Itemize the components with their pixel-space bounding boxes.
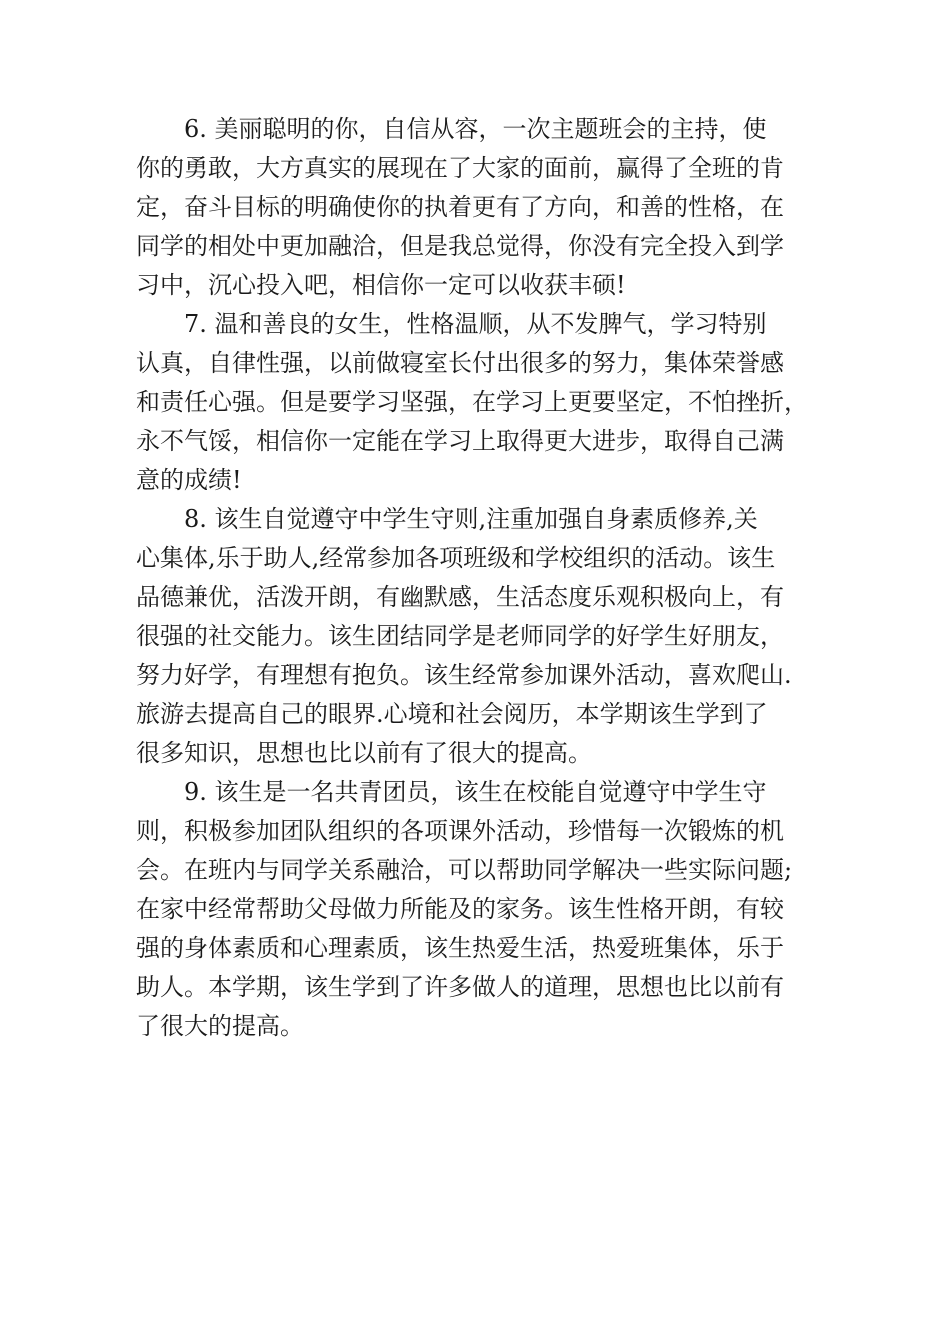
- text-line: 在家中经常帮助父母做力所能及的家务。该生性格开朗，有较: [136, 895, 784, 923]
- text-line: 意的成绩!: [136, 466, 242, 494]
- text-line: 会。在班内与同学关系融洽，可以帮助同学解决一些实际问题;: [136, 856, 793, 884]
- text-line: 定，奋斗目标的明确使你的执着更有了方向，和善的性格，在: [136, 193, 784, 221]
- paragraph-9: [136, 773, 841, 1046]
- text-line: 品德兼优，活泼开朗，有幽默感，生活态度乐观积极向上，有: [136, 583, 784, 611]
- text-line: 了很大的提高。: [136, 1012, 304, 1040]
- text-line: 旅游去提高自己的眼界.心境和社会阅历，本学期该生学到了: [136, 700, 768, 728]
- paragraph-7: [136, 305, 841, 500]
- text-line: 助人。本学期，该生学到了许多做人的道理，思想也比以前有: [136, 973, 784, 1001]
- text-line: 很强的社交能力。该生团结同学是老师同学的好学生好朋友，: [136, 622, 784, 650]
- text-line: 和责任心强。但是要学习坚强，在学习上更要坚定，不怕挫折，: [136, 388, 808, 416]
- text-line: 努力好学，有理想有抱负。该生经常参加课外活动，喜欢爬山.: [136, 661, 792, 689]
- text-line: 很多知识，思想也比以前有了很大的提高。: [136, 739, 592, 767]
- text-line: 8. 该生自觉遵守中学生守则,注重加强自身素质修养,关: [136, 505, 758, 533]
- document-page: [136, 110, 841, 1046]
- text-line: 6. 美丽聪明的你，自信从容，一次主题班会的主持，使: [136, 115, 767, 143]
- text-line: 永不气馁，相信你一定能在学习上取得更大进步，取得自己满: [136, 427, 784, 455]
- paragraph-8: [136, 500, 841, 773]
- text-line: 强的身体素质和心理素质，该生热爱生活，热爱班集体，乐于: [136, 934, 784, 962]
- text-line: 7. 温和善良的女生，性格温顺，从不发脾气，学习特别: [136, 310, 767, 338]
- text-line: 9. 该生是一名共青团员，该生在校能自觉遵守中学生守: [136, 778, 767, 806]
- text-line: 同学的相处中更加融洽，但是我总觉得，你没有完全投入到学: [136, 232, 784, 260]
- text-line: 则，积极参加团队组织的各项课外活动，珍惜每一次锻炼的机: [136, 817, 784, 845]
- text-line: 心集体,乐于助人,经常参加各项班级和学校组织的活动。该生: [136, 544, 776, 572]
- text-line: 习中，沉心投入吧，相信你一定可以收获丰硕!: [136, 271, 626, 299]
- paragraph-6: [136, 110, 841, 305]
- text-line: 认真，自律性强，以前做寝室长付出很多的努力，集体荣誉感: [136, 349, 784, 377]
- text-line: 你的勇敢，大方真实的展现在了大家的面前，赢得了全班的肯: [136, 154, 784, 182]
